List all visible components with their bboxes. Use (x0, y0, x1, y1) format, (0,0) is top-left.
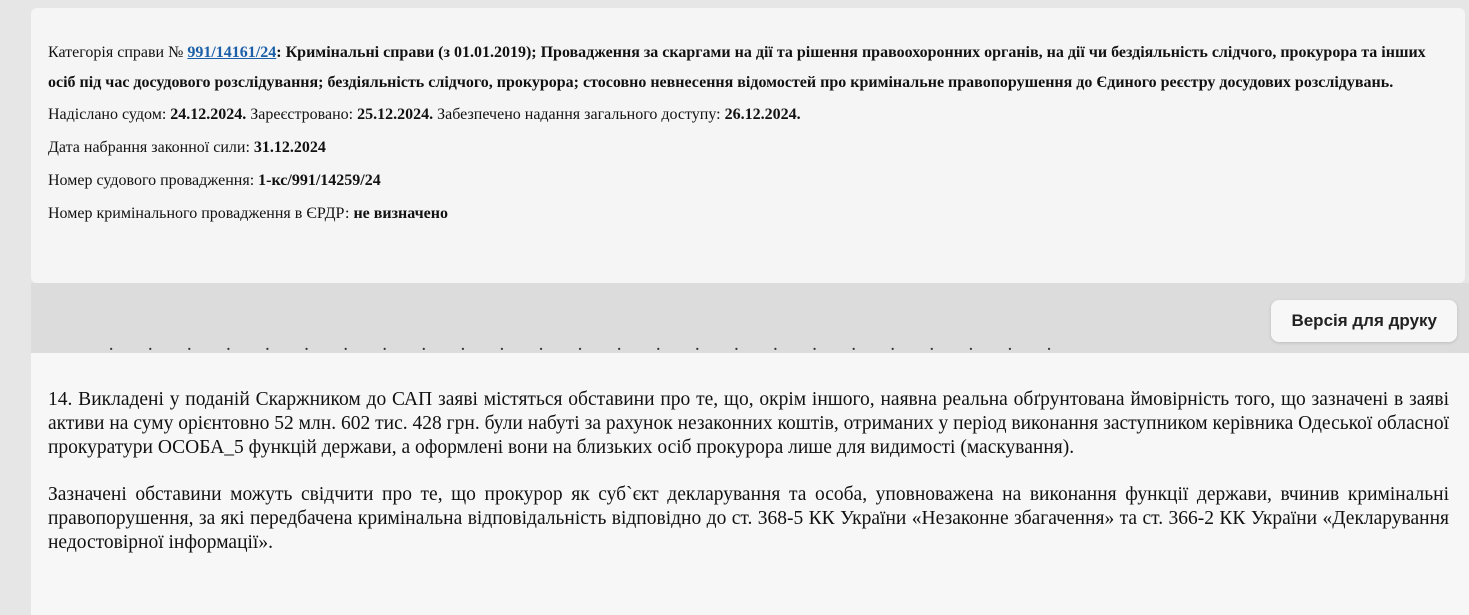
force-label: Дата набрання законної сили: (48, 139, 254, 156)
force-date-line (48, 131, 1447, 164)
proceeding-number: 1-кс/991/14259/24 (258, 172, 381, 189)
sent-date: 24.12.2024. (170, 106, 247, 123)
clipped-text-line (48, 339, 1449, 365)
proceeding-label: Номер судового провадження: (48, 172, 259, 189)
access-date: 26.12.2024. (724, 106, 801, 123)
paragraph-conclusion: Зазначені обставини можуть свідчити про те, що прокурор як суб`єкт декларування та особа, уповноважена на виконання функції держави, вчинив кримінальні правопорушення, за які передбачена кримінальна відповідальність відповідно до ст. 368-5 КК України «Незаконне збагачення» та ст. 366-2 КК України «Декларування недостовірної інформації». (48, 484, 1449, 553)
document-text (31, 339, 1469, 615)
access-label: Забезпечено надання загального доступу: (433, 106, 725, 123)
category-label: Категорія справи № (48, 44, 188, 61)
sent-label: Надіслано судом: (48, 106, 171, 123)
erdr-number-line (48, 197, 1447, 230)
print-version-button[interactable]: Версія для друку (1271, 300, 1457, 342)
proceeding-number-line (48, 164, 1447, 197)
case-category (48, 38, 1447, 98)
case-info-card (31, 8, 1465, 283)
registered-label: Зареєстровано: (246, 106, 358, 123)
paragraph-14: 14. Викладені у поданій Скаржником до САП заяві містяться обставини про те, що, окрім іншого, наявна реальна обґрунтована ймовірність того, що зазначені в заяві активи на суму орієнтовно 52 млн. 602 тис. 428 грн. були набуті за рахунок незаконних коштів, отриманих у період виконання заступником керівника Одеської обласної прокуратури ОСОБА_5 функцій держави, а оформлені вони на близьких осіб прокурора лише для видимості (маскування). (48, 389, 1449, 458)
category-text: : Кримінальні справи (з 01.01.2019); Провадження за скаргами на дії та рішення правоохоронних органів, на дії чи бездіяльність слідчого, прокурора та інших осіб під час досудового розслідування; бездіяльність слідчого, прокурора; стосовно невнесення відомостей про кримінальне правопорушення до Єдиного реєстру досудових розслідувань. (48, 44, 1426, 91)
clipped-text: · · · · · · · · · · · · · · · · · · · · · · · · · (108, 339, 1067, 360)
erdr-number: не визначено (353, 205, 448, 222)
dates-line (48, 98, 1447, 131)
case-number-link[interactable]: 991/14161/24 (187, 44, 277, 61)
registered-date: 25.12.2024. (357, 106, 434, 123)
force-date: 31.12.2024 (253, 139, 326, 156)
erdr-label: Номер кримінального провадження в ЄРДР: (48, 205, 354, 222)
